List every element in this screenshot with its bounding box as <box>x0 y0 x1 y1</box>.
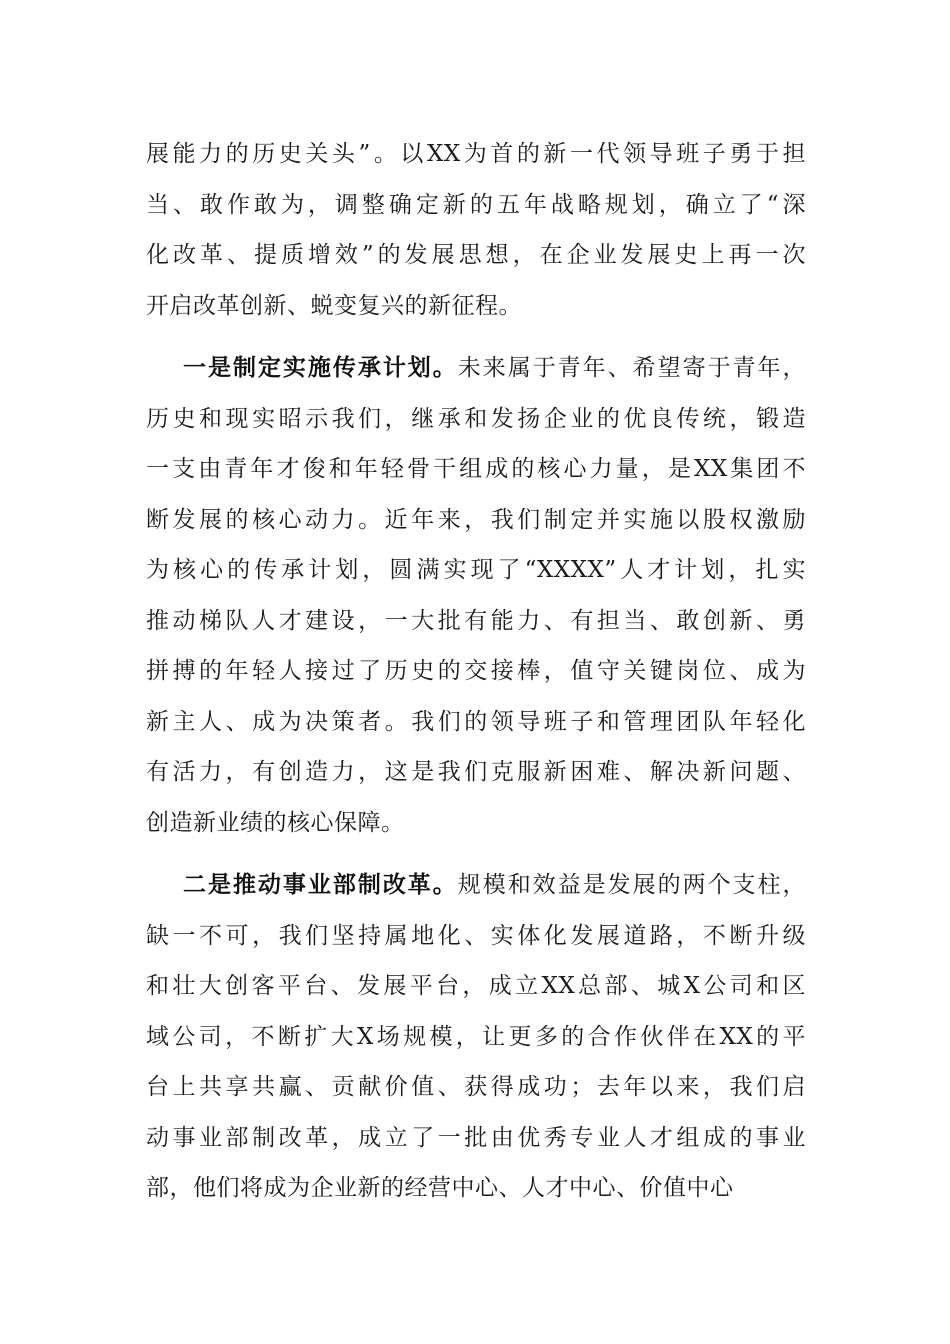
text-line: 展能力的历史关头”。以XX为首的新一代领导班子勇于担 <box>146 141 806 167</box>
text-line-first <box>146 860 806 911</box>
text-line: 有活力，有创造力，这是我们克服新困难、解决新问题、 <box>146 759 806 785</box>
text-line: 断发展的核心动力。近年来，我们制定并实施以股权激励 <box>146 506 806 533</box>
text-line-first <box>146 343 806 394</box>
paragraph-1 <box>146 129 806 331</box>
text-line: 创造新业绩的核心保障。 <box>146 809 405 836</box>
text-line: 化改革、提质增效”的发展思想，在企业发展史上再一次 <box>146 242 806 268</box>
paragraph-heading: 一是制定实施传承计划。 <box>183 355 458 381</box>
text-line: 拼搏的年轻人接过了历史的交接棒，值守关键岗位、成为 <box>146 658 806 684</box>
text-line: 动事业部制改革，成立了一批由优秀专业人才组成的事业 <box>146 1124 806 1151</box>
document-body <box>146 129 806 1226</box>
paragraph-2 <box>146 343 806 848</box>
text-line: 当、敢作敢为，调整确定新的五年战略规划，确立了“深 <box>146 191 806 218</box>
paragraph-3 <box>146 860 806 1214</box>
text-line-rest: 规模和效益是发展的两个支柱， <box>457 872 807 898</box>
text-line: 域公司，不断扩大X场规模，让更多的合作伙伴在XX的平 <box>146 1023 806 1050</box>
text-line: 为核心的传承计划，圆满实现了“XXXX”人才计划，扎实 <box>146 557 806 583</box>
text-line: 台上共享共赢、贡献价值、获得成功；去年以来，我们启 <box>146 1074 806 1100</box>
text-line: 一支由青年才俊和年轻骨干组成的核心力量，是XX集团不 <box>146 456 806 482</box>
text-line: 推动梯队人才建设，一大批有能力、有担当、敢创新、勇 <box>146 607 806 634</box>
text-line-rest: 未来属于青年、希望寄于青年， <box>457 355 807 381</box>
text-line: 部，他们将成为企业新的经营中心、人才中心、价值中心 <box>146 1175 734 1201</box>
paragraph-heading: 二是推动事业部制改革。 <box>183 872 458 898</box>
text-line: 新主人、成为决策者。我们的领导班子和管理团队年轻化 <box>146 708 806 735</box>
text-line: 历史和现实昭示我们，继承和发扬企业的优良传统，锻造 <box>146 405 806 432</box>
text-line: 缺一不可，我们坚持属地化、实体化发展道路，不断升级 <box>146 922 806 949</box>
text-line: 开启改革创新、蜕变复兴的新征程。 <box>146 292 522 319</box>
text-line: 和壮大创客平台、发展平台，成立XX总部、城X公司和区 <box>146 973 806 999</box>
